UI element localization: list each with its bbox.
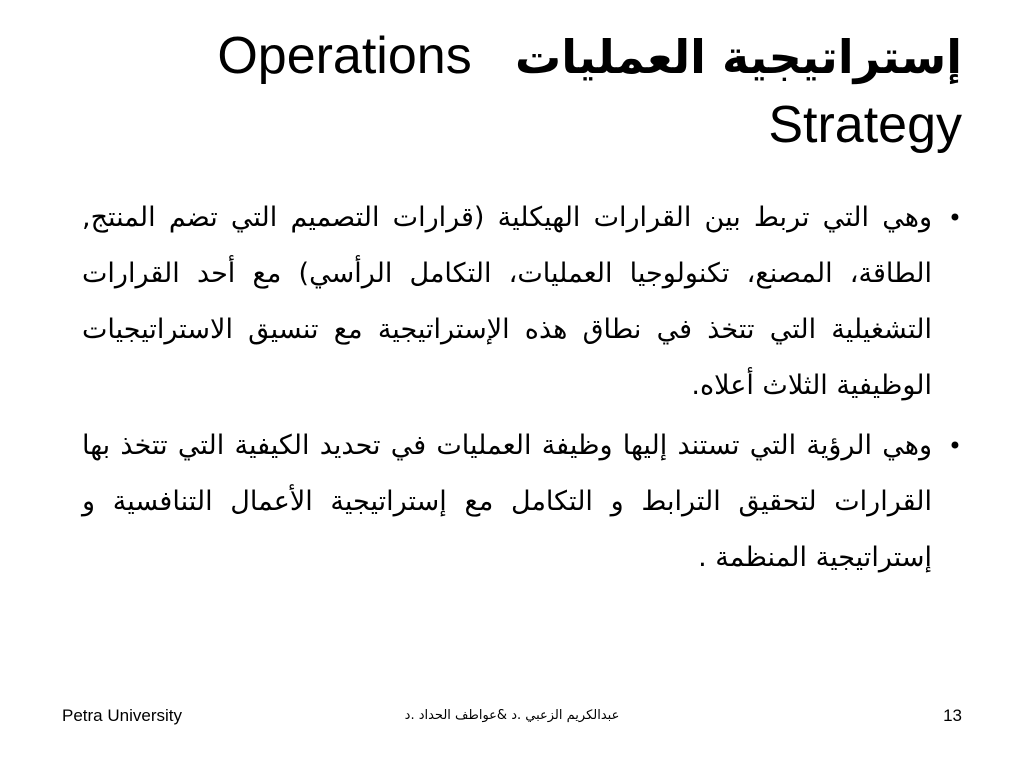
footer-authors: عبدالكريم الزعبي .د &عواطف الحداد .د — [404, 708, 620, 723]
title-english-line1: Operations — [217, 27, 472, 85]
bullet-dot-icon: • — [947, 432, 962, 460]
slide-footer — [0, 706, 1024, 730]
footer-institution: Petra University — [62, 706, 182, 725]
bullet-dot-icon: • — [947, 204, 962, 232]
bullet-text: وهي الرؤية التي تستند إليها وظيفة العمليات في تحديد الكيفية التي تتخذ بها القرارات لتحقيق الترابط و التكامل مع إستراتيجية الأعمال التنافسية و إستراتيجية المنظمة . — [82, 430, 932, 573]
title-english-line2: Strategy — [768, 96, 962, 154]
bullet-item — [82, 418, 962, 586]
bullet-item — [82, 190, 962, 414]
bullet-text: وهي التي تربط بين القرارات الهيكلية (قرارات التصميم التي تضم المنتج, الطاقة، المصنع، تكنولوجيا العمليات، التكامل الرأسي) مع أحد القرارات التشغيلية التي تتخذ في نطاق هذه الإستراتيجية مع تنسيق الاستراتيجيات الوظيفية الثلاث أعلاه. — [82, 202, 932, 401]
slide-title — [62, 22, 962, 159]
title-arabic: إستراتيجية العمليات — [515, 30, 962, 84]
footer-page-number: 13 — [943, 706, 962, 725]
bullet-list — [82, 190, 962, 590]
